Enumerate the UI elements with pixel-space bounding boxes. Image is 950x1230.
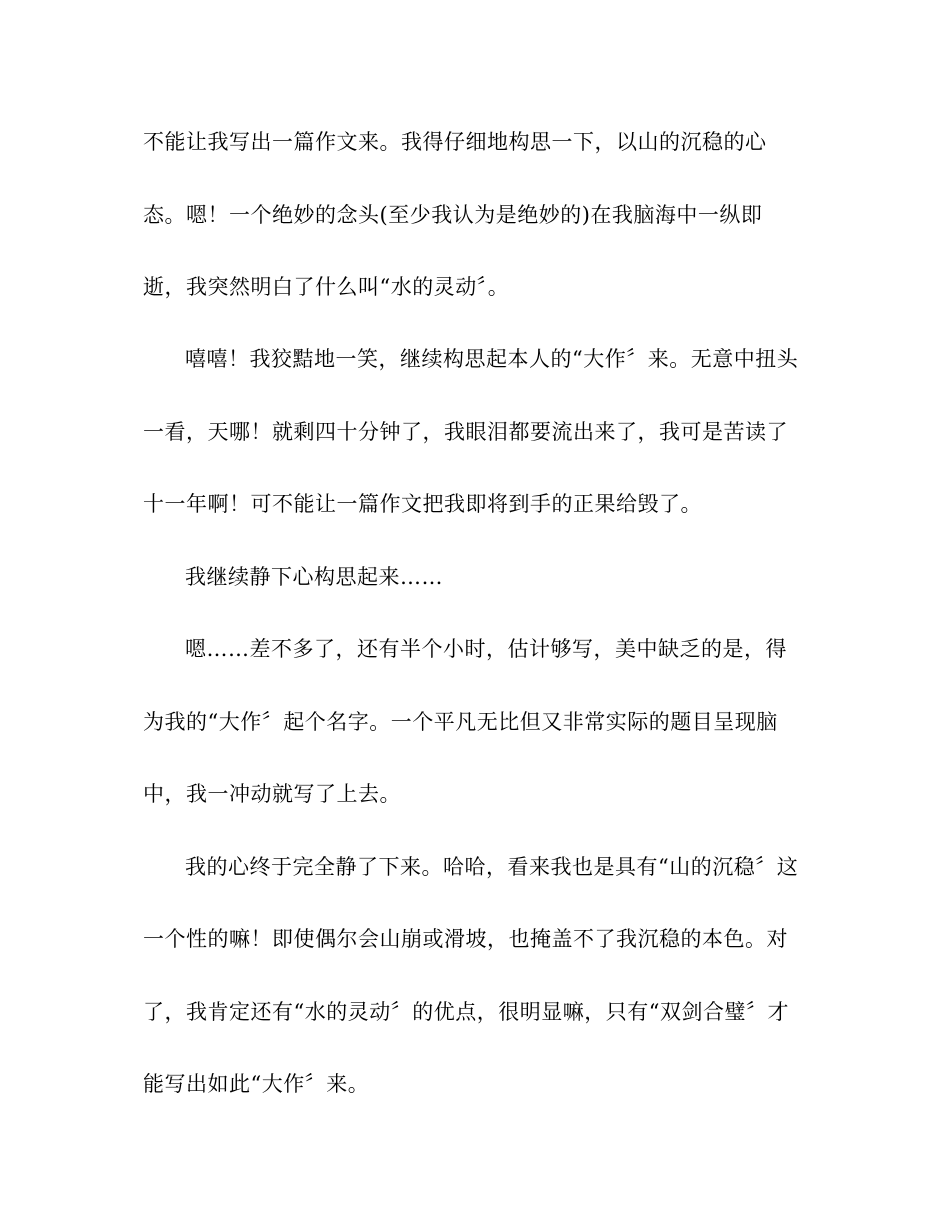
text-line-14: 能写出如此“大作〞来。 (143, 1072, 370, 1096)
text-line-8: 嗯……差不多了，还有半个小时，估计够写，美中缺乏的是，得 (185, 637, 787, 661)
text-line-9: 为我的“大作〞起个名字。一个平凡无比但又非常实际的题目呈现脑 (143, 710, 778, 734)
text-line-2: 态。嗯！一个绝妙的念头(至少我认为是绝妙的)在我脑海中一纵即 (143, 203, 763, 227)
text-line-12: 一个性的嘛！即使偶尔会山崩或滑坡，也掩盖不了我沉稳的本色。对 (143, 927, 788, 951)
text-line-7: 我继续静下心构思起来…… (185, 565, 443, 589)
text-line-4: 嘻嘻！我狡黠地一笑，继续构思起本人的“大作〞来。无意中扭头 (185, 347, 799, 371)
text-line-5: 一看，天哪！就剩四十分钟了，我眼泪都要流出来了，我可是苦读了 (143, 420, 788, 444)
text-line-6: 十一年啊！可不能让一篇作文把我即将到手的正果给毁了。 (143, 492, 702, 516)
text-line-10: 中，我一冲动就写了上去。 (143, 782, 401, 806)
text-line-11: 我的心终于完全静了下来。哈哈，看来我也是具有“山的沉稳〞这 (185, 855, 799, 879)
text-line-13: 了，我肯定还有“水的灵动〞的优点，很明显嘛，只有“双剑合璧〞才 (143, 1000, 789, 1024)
text-line-1: 不能让我写出一篇作文来。我得仔细地构思一下，以山的沉稳的心 (143, 130, 767, 154)
text-line-3: 逝，我突然明白了什么叫“水的灵动〞。 (143, 275, 510, 299)
